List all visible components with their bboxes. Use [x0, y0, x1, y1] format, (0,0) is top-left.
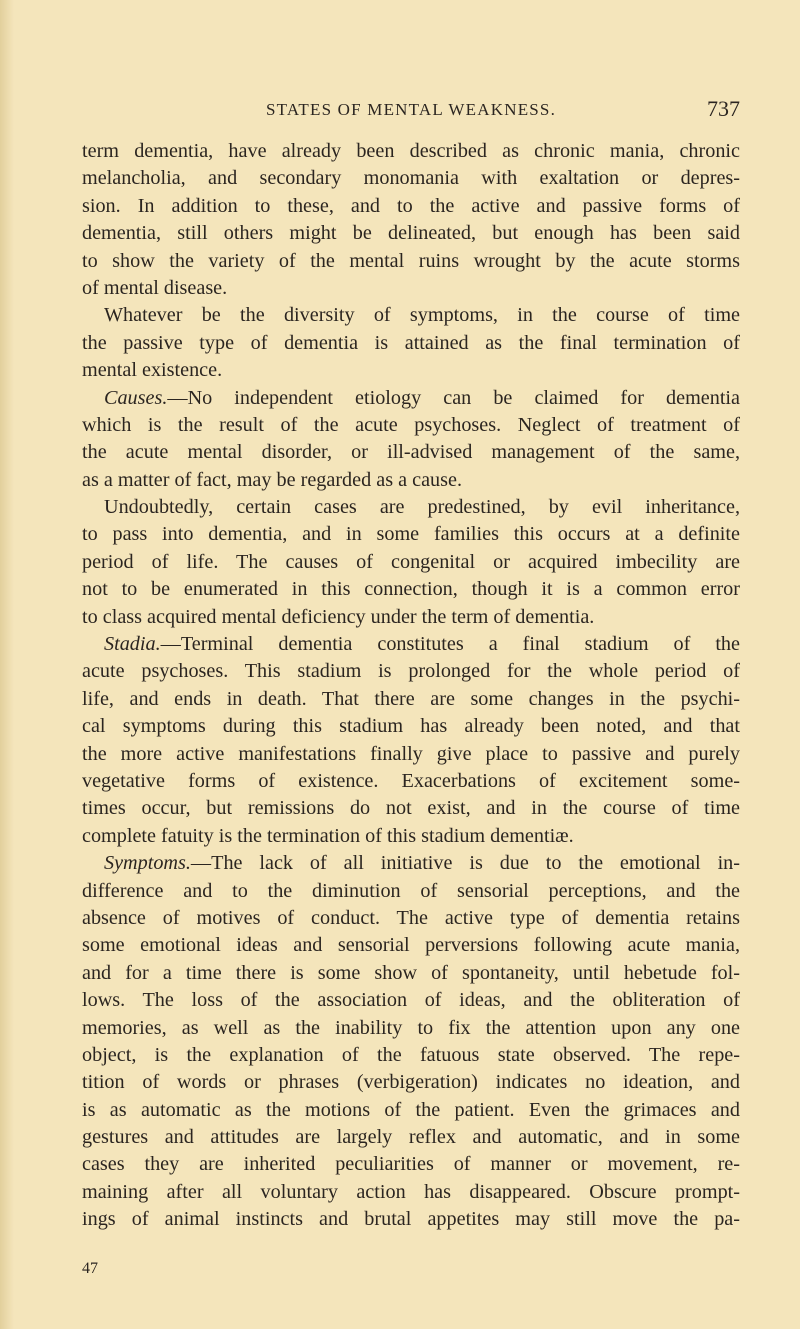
text-line — [82, 275, 740, 302]
text-line — [82, 549, 740, 576]
line-text: —No independent etiology can be claimed for dementia — [167, 386, 740, 409]
text-line — [82, 795, 740, 822]
text-line — [82, 604, 740, 631]
line-text: mental existence. — [82, 359, 223, 382]
text-line — [82, 960, 740, 987]
line-text: as a matter of fact, may be regarded as a cause. — [82, 468, 462, 491]
line-text: vegetative forms of existence. Exacerbations of excitement some- — [82, 769, 740, 792]
text-line — [82, 768, 740, 795]
line-text: period of life. The causes of congenital or acquired imbecility are — [82, 550, 740, 573]
text-line — [82, 1015, 740, 1042]
text-line — [82, 823, 740, 850]
text-line — [82, 165, 740, 192]
text-line — [82, 1069, 740, 1096]
page-edge-shadow — [0, 0, 14, 1329]
section-heading: Symptoms. — [104, 852, 191, 875]
line-text: which is the result of the acute psychoses. Neglect of treatment of — [82, 413, 740, 436]
text-line — [82, 1151, 740, 1178]
text-line — [82, 302, 740, 329]
line-text: not to be enumerated in this connection, though it is a common error — [82, 578, 740, 601]
text-line — [82, 1179, 740, 1206]
line-text: gestures and attitudes are largely reflex and automatic, and in some — [82, 1126, 740, 1149]
running-title: STATES OF MENTAL WEAKNESS. — [265, 100, 557, 119]
line-text: memories, as well as the inability to fix the attention upon any one — [82, 1016, 740, 1039]
page-number: 737 — [707, 96, 740, 121]
line-text: object, is the explanation of the fatuous state observed. The repe- — [82, 1043, 740, 1066]
text-line — [82, 713, 740, 740]
text-line — [82, 330, 740, 357]
text-line — [82, 878, 740, 905]
line-text: Undoubtedly, certain cases are predestined, by evil inheritance, — [104, 496, 740, 519]
line-text: lows. The loss of the association of ideas, and the obliteration of — [82, 989, 740, 1012]
line-text: cal symptoms during this stadium has already been noted, and that — [82, 715, 740, 738]
text-line — [82, 494, 740, 521]
text-line — [82, 385, 740, 412]
text-line — [82, 439, 740, 466]
text-line — [82, 1124, 740, 1151]
text-line — [82, 905, 740, 932]
signature-mark: 47 — [82, 1260, 98, 1277]
line-text: maining after all voluntary action has disappeared. Obscure prompt- — [82, 1180, 740, 1203]
text-line — [82, 248, 740, 275]
line-text: term dementia, have already been described as chronic mania, chronic — [82, 140, 740, 162]
line-text: dementia, still others might be delineated, but enough has been said — [82, 222, 740, 245]
line-text: complete fatuity is the termination of this stadium dementiæ. — [82, 824, 574, 847]
line-text: life, and ends in death. That there are some changes in the psychi- — [82, 687, 740, 710]
line-text: and for a time there is some show of spontaneity, until hebetude fol- — [82, 961, 740, 984]
text-line — [82, 412, 740, 439]
line-text: to pass into dementia, and in some families this occurs at a definite — [82, 523, 740, 546]
text-line — [82, 658, 740, 685]
line-text: times occur, but remissions do not exist, and in the course of time — [82, 797, 740, 820]
line-text: is as automatic as the motions of the patient. Even the grimaces and — [82, 1098, 740, 1121]
text-line — [82, 932, 740, 959]
text-line — [82, 987, 740, 1014]
line-text: cases they are inherited peculiarities of manner or movement, re- — [82, 1153, 740, 1176]
line-text: to class acquired mental deficiency under the term of dementia. — [82, 605, 595, 628]
line-text: melancholia, and secondary monomania with exaltation or depres- — [82, 167, 740, 190]
text-line — [82, 686, 740, 713]
line-text: —Terminal dementia constitutes a final stadium of the — [160, 633, 740, 656]
line-text: the passive type of dementia is attained as the final termination of — [82, 331, 740, 354]
line-text: —The lack of all initiative is due to the emotional in- — [190, 852, 740, 875]
text-line — [82, 220, 740, 247]
text-line — [82, 1042, 740, 1069]
line-text: the acute mental disorder, or ill-advised management of the same, — [82, 441, 740, 464]
text-line — [82, 467, 740, 494]
text-line — [82, 631, 740, 658]
line-text: absence of motives of conduct. The active type of dementia retains — [82, 906, 740, 929]
line-text: difference and to the diminution of sensorial perceptions, and the — [82, 879, 740, 902]
line-text: the more active manifestations finally give place to passive and purely — [82, 742, 740, 765]
line-text: tition of words or phrases (verbigeration) indicates no ideation, and — [82, 1071, 740, 1094]
line-text: acute psychoses. This stadium is prolonged for the whole period of — [82, 660, 740, 683]
line-text: some emotional ideas and sensorial perversions following acute mania, — [82, 934, 740, 957]
line-text: sion. In addition to these, and to the active and passive forms of — [82, 194, 740, 217]
body-text — [82, 138, 740, 1234]
line-text: Whatever be the diversity of symptoms, in the course of time — [104, 304, 740, 327]
text-line — [82, 193, 740, 220]
text-line — [82, 1206, 740, 1233]
line-text: ings of animal instincts and brutal appetites may still move the pa- — [82, 1208, 740, 1231]
text-line — [82, 850, 740, 877]
line-text: of mental disease. — [82, 276, 228, 299]
page-header — [82, 96, 740, 126]
line-text: to show the variety of the mental ruins wrought by the acute storms — [82, 249, 740, 272]
text-line — [82, 741, 740, 768]
text-line — [82, 1097, 740, 1124]
text-line — [82, 357, 740, 384]
section-heading: Causes. — [104, 386, 168, 409]
text-line — [82, 521, 740, 548]
text-line — [82, 138, 740, 165]
text-line — [82, 576, 740, 603]
section-heading: Stadia. — [104, 633, 161, 656]
